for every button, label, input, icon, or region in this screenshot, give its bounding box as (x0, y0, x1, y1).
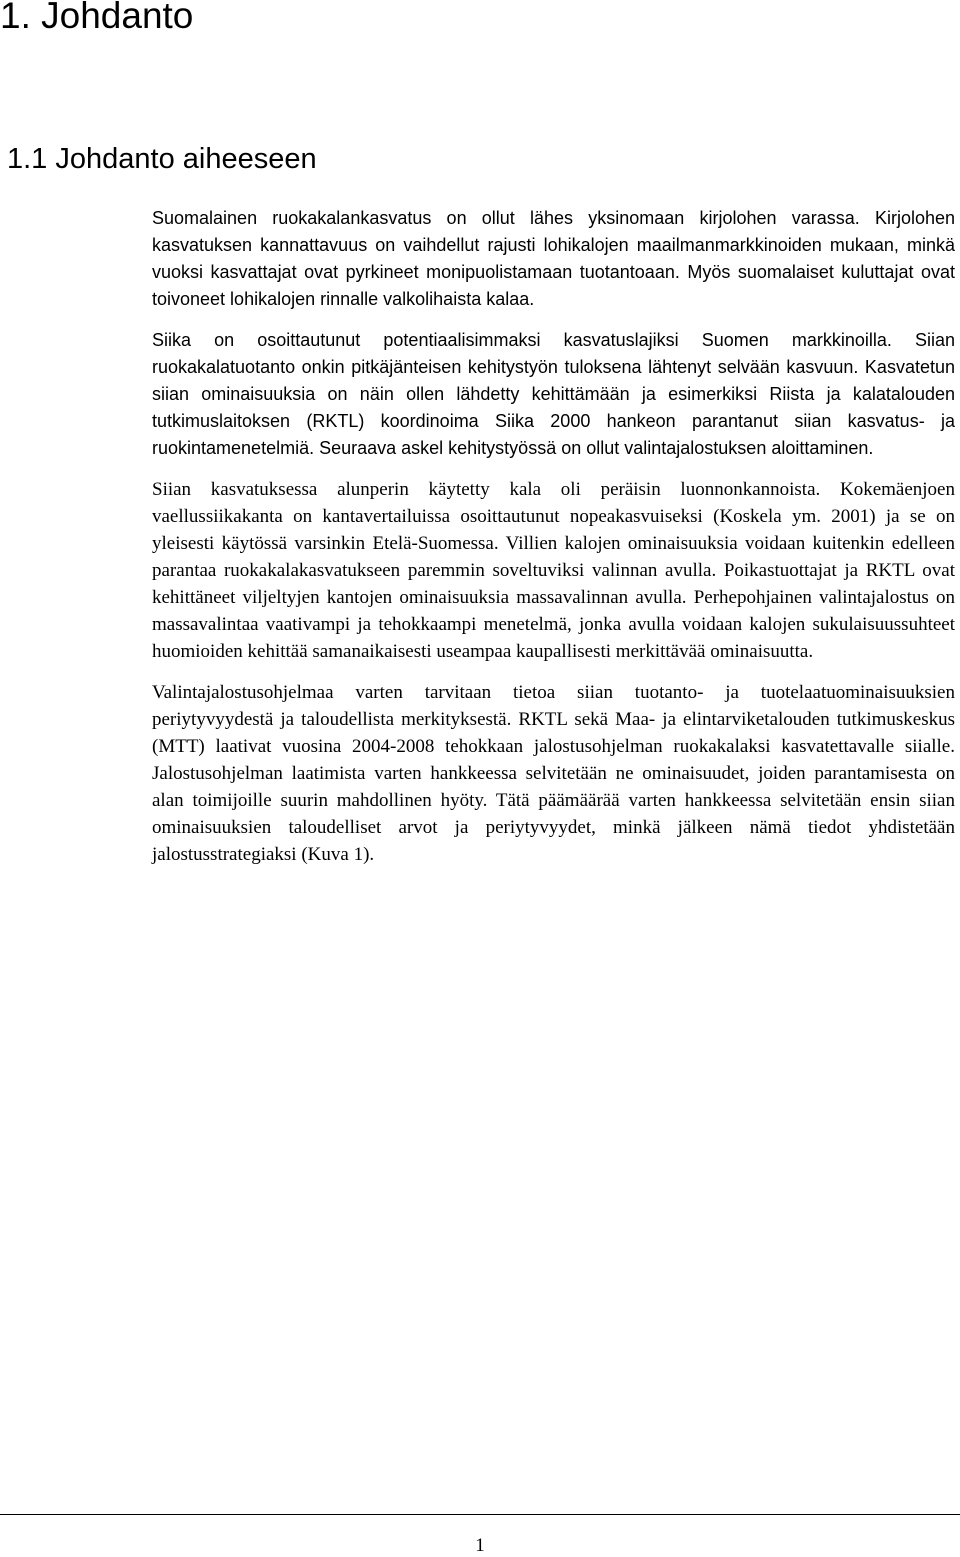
paragraph-intro: Suomalainen ruokakalankasvatus on ollut lähes yksinomaan kirjolohen varassa. Kirjolohen kasvatuksen kannattavuus on vaihdellut rajusti lohikalojen maailmanmarkkinoiden mukaan, minkä vuoksi kasvattajat ovat pyrkineet monipuolistamaan tuotantoaan. Myös suomalaiset kuluttajat ovat toivoneet lohikalojen rinnalle valkolihaista kalaa. (152, 208, 955, 309)
paragraph-siika: Siika on osoittautunut potentiaalisimmaksi kasvatuslajiksi Suomen markkinoilla. Siian ruokakalatuotanto onkin pitkäjänteisen kehitystyön tuloksena lähtenyt selvään kasvuun. Kasvatetun siian ominaisuuksia on näin ollen lähdetty kehittämään ja esimerkiksi Riista ja kalatalouden tutkimuslaitoksen (RKTL) koordinoima Siika 2000 hankeon parantanut siian kasvatus- ja ruokintamenetelmiä. Seuraava askel kehitystyössä on ollut valintajalostuksen aloittaminen. (152, 330, 955, 458)
paragraph-kasvatus: Siian kasvatuksessa alunperin käytetty kala oli peräisin luonnonkannoista. Kokemäenjoen vaellussiikakanta on kantavertailuissa osoittautunut nopeakasvuiseksi (Koskela ym. 2001) ja se on yleisesti käytössä varsinkin Etelä-Suomessa. Villien kalojen ominaisuuksia voidaan kuitenkin edelleen parantaa ruokakalakasvatukseen paremmin soveltuviksi valinnan avulla. Poikastuottajat ja RKTL ovat kehittäneet viljeltyjen kantojen ominaisuuksia massavalinnan avulla. Perhepohjainen valintajalostus on massavalintaa vaativampi ja tehokkaampi menetelmä, jonka avulla voidaan kalojen sukulaisuussuhteet huomioiden kehittää samanaikaisesti useampaa kaupallisesti merkittävää ominaisuutta. (152, 479, 955, 662)
footer-divider (0, 1514, 960, 1515)
paragraph-valintajalostus: Valintajalostusohjelmaa varten tarvitaan tietoa siian tuotanto- ja tuotelaatuominaisuuksien periytyvyydestä ja taloudellista merkityksestä. RKTL sekä Maa- ja elintarviketalouden tutkimuskeskus (MTT) laativat vuosina 2004-2008 tehokkaan jalostusohjelman ruokakalaksi kasvatettavalle siialle. Jalostusohjelman laatimista varten hankkeessa selvitetään ne ominaisuudet, joiden parantamisesta on alan toimijoille suurin mahdollinen hyöty. Tätä päämäärää varten hankkeessa selvitetään ensin siian ominaisuuksien taloudelliset arvot ja periytyvyydet, minkä jälkeen nämä tiedot yhdistetään jalostusstrategiaksi (Kuva 1). (152, 682, 955, 865)
body-text (152, 205, 955, 882)
section-title: 1.1 Johdanto aiheeseen (7, 143, 317, 175)
chapter-title: 1. Johdanto (0, 0, 194, 36)
page-number: 1 (475, 1535, 485, 1556)
